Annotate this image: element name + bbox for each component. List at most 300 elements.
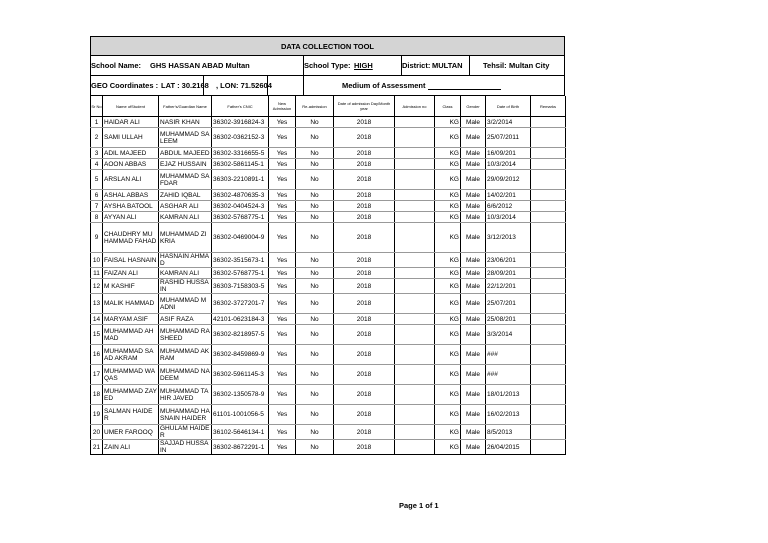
cell-father-cnic: 36302-0404524-3 (212, 201, 269, 212)
cell-date-of-birth: 6/6/2012 (486, 201, 531, 212)
table-row (91, 314, 566, 325)
cell-father-name: SAJJAD HUSSAIN (159, 440, 212, 455)
cell-gender: Male (461, 212, 486, 223)
cell-admission-date: 2018 (334, 279, 395, 294)
cell-re-admission: No (296, 212, 334, 223)
cell-re-admission: No (296, 223, 334, 253)
cell-admission-date: 2018 (334, 314, 395, 325)
cell-remarks (531, 253, 566, 268)
cell-new-admission: Yes (269, 253, 296, 268)
cell-date-of-birth: 18/01/2013 (486, 385, 531, 405)
cell-sr-no: 19 (91, 405, 103, 425)
school-type-value: HIGH (354, 61, 373, 70)
cell-admission-no (395, 325, 435, 345)
cell-class: KG (435, 201, 461, 212)
cell-re-admission: No (296, 117, 334, 128)
table-row (91, 159, 566, 170)
cell-re-admission: No (296, 325, 334, 345)
column-header-father-name: Father's/Guardian Name (159, 96, 212, 117)
cell-class: KG (435, 223, 461, 253)
table-row (91, 170, 566, 190)
table-row (91, 385, 566, 405)
cell-student-name: FAIZAN ALI (103, 268, 159, 279)
cell-sr-no: 14 (91, 314, 103, 325)
cell-class: KG (435, 148, 461, 159)
cell-gender: Male (461, 148, 486, 159)
cell-re-admission: No (296, 425, 334, 440)
divider (303, 76, 304, 95)
student-table (90, 96, 566, 455)
data-collection-sheet (90, 36, 565, 455)
cell-date-of-birth: 3/2/2014 (486, 117, 531, 128)
cell-date-of-birth: 3/12/2013 (486, 223, 531, 253)
cell-remarks (531, 325, 566, 345)
cell-gender: Male (461, 159, 486, 170)
cell-father-cnic: 36302-1350578-9 (212, 385, 269, 405)
cell-admission-date: 2018 (334, 325, 395, 345)
cell-father-cnic: 36302-3515673-1 (212, 253, 269, 268)
school-info-row (90, 56, 565, 76)
cell-remarks (531, 279, 566, 294)
cell-class: KG (435, 314, 461, 325)
table-row (91, 201, 566, 212)
cell-sr-no: 8 (91, 212, 103, 223)
cell-re-admission: No (296, 128, 334, 148)
column-header-remarks: Remarks (531, 96, 566, 117)
cell-class: KG (435, 170, 461, 190)
cell-remarks (531, 405, 566, 425)
cell-father-name: MUHAMMAD SALEEM (159, 128, 212, 148)
cell-father-cnic: 36302-0469004-9 (212, 223, 269, 253)
cell-father-cnic: 36302-5768775-1 (212, 212, 269, 223)
cell-admission-no (395, 294, 435, 314)
cell-student-name: MUHAMMAD AHMAD (103, 325, 159, 345)
cell-father-name: MUHAMMAD AKRAM (159, 345, 212, 365)
cell-class: KG (435, 268, 461, 279)
cell-sr-no: 18 (91, 385, 103, 405)
cell-remarks (531, 268, 566, 279)
cell-class: KG (435, 425, 461, 440)
cell-gender: Male (461, 279, 486, 294)
cell-new-admission: Yes (269, 170, 296, 190)
cell-new-admission: Yes (269, 365, 296, 385)
longitude-value: , LON: 71.52604 (216, 81, 272, 90)
cell-father-name: KAMRAN ALI (159, 212, 212, 223)
cell-father-cnic: 36302-8459869-9 (212, 345, 269, 365)
cell-date-of-birth: 8/5/2013 (486, 425, 531, 440)
table-row (91, 128, 566, 148)
cell-re-admission: No (296, 405, 334, 425)
medium-of-assessment: Medium of Assessment (342, 81, 426, 90)
cell-student-name: AYSHA BATOOL (103, 201, 159, 212)
cell-student-name: FAISAL HASNAIN (103, 253, 159, 268)
cell-remarks (531, 425, 566, 440)
cell-date-of-birth: ### (486, 365, 531, 385)
cell-remarks (531, 170, 566, 190)
cell-remarks (531, 440, 566, 455)
cell-sr-no: 3 (91, 148, 103, 159)
cell-admission-date: 2018 (334, 190, 395, 201)
column-header-student-name: Name ofStudent (103, 96, 159, 117)
cell-student-name: ZAIN ALI (103, 440, 159, 455)
cell-student-name: SAMI ULLAH (103, 128, 159, 148)
school-name-label: School Name: (91, 61, 142, 70)
cell-re-admission: No (296, 159, 334, 170)
divider (469, 56, 470, 75)
cell-admission-date: 2018 (334, 117, 395, 128)
cell-re-admission: No (296, 201, 334, 212)
cell-class: KG (435, 128, 461, 148)
cell-student-name: M KASHIF (103, 279, 159, 294)
cell-admission-no (395, 440, 435, 455)
cell-father-name: GHULAM HAIDER (159, 425, 212, 440)
school-name-value: GHS HASSAN ABAD Multan (150, 61, 250, 70)
cell-new-admission: Yes (269, 190, 296, 201)
cell-admission-date: 2018 (334, 253, 395, 268)
cell-new-admission: Yes (269, 294, 296, 314)
column-header-class: Class (435, 96, 461, 117)
cell-gender: Male (461, 190, 486, 201)
cell-father-cnic: 36302-5768775-1 (212, 268, 269, 279)
cell-father-cnic: 36302-8672291-1 (212, 440, 269, 455)
cell-father-name: MUHAMMAD SAFDAR (159, 170, 212, 190)
cell-class: KG (435, 117, 461, 128)
cell-date-of-birth: 26/04/2015 (486, 440, 531, 455)
cell-student-name: ARSLAN ALI (103, 170, 159, 190)
divider (267, 76, 268, 95)
column-header-father-cnic: Father's CNIC (212, 96, 269, 117)
cell-class: KG (435, 440, 461, 455)
cell-class: KG (435, 365, 461, 385)
cell-father-cnic: 36302-3727201-7 (212, 294, 269, 314)
table-body (91, 117, 566, 455)
cell-class: KG (435, 279, 461, 294)
cell-re-admission: No (296, 314, 334, 325)
cell-student-name: UMER FAROOQ (103, 425, 159, 440)
cell-sr-no: 10 (91, 253, 103, 268)
cell-student-name: MUHAMMAD SAAD AKRAM (103, 345, 159, 365)
cell-father-name: RASHID HUSSAIN (159, 279, 212, 294)
cell-class: KG (435, 294, 461, 314)
cell-father-cnic: 36302-5961145-3 (212, 365, 269, 385)
cell-sr-no: 4 (91, 159, 103, 170)
cell-sr-no: 17 (91, 365, 103, 385)
cell-sr-no: 6 (91, 190, 103, 201)
cell-student-name: ADIL MAJEED (103, 148, 159, 159)
geo-info-row (90, 76, 565, 96)
cell-admission-no (395, 279, 435, 294)
cell-remarks (531, 294, 566, 314)
cell-admission-no (395, 268, 435, 279)
cell-re-admission: No (296, 190, 334, 201)
cell-class: KG (435, 325, 461, 345)
cell-gender: Male (461, 223, 486, 253)
cell-re-admission: No (296, 268, 334, 279)
cell-gender: Male (461, 425, 486, 440)
cell-sr-no: 16 (91, 345, 103, 365)
cell-sr-no: 21 (91, 440, 103, 455)
cell-sr-no: 12 (91, 279, 103, 294)
cell-class: KG (435, 345, 461, 365)
cell-sr-no: 15 (91, 325, 103, 345)
cell-father-cnic: 36302-5861145-1 (212, 159, 269, 170)
cell-father-name: HASNAIN AHMAD (159, 253, 212, 268)
cell-father-name: KAMRAN ALI (159, 268, 212, 279)
cell-father-name: MUHAMMAD ZIKRIA (159, 223, 212, 253)
divider (203, 76, 204, 95)
cell-admission-no (395, 385, 435, 405)
table-row (91, 253, 566, 268)
column-header-admission-no: Admission no (395, 96, 435, 117)
cell-remarks (531, 365, 566, 385)
cell-father-cnic: 36303-7158303-5 (212, 279, 269, 294)
cell-date-of-birth: 25/08/201 (486, 314, 531, 325)
school-type-label: School Type: (304, 61, 351, 70)
cell-date-of-birth: 14/02/201 (486, 190, 531, 201)
cell-class: KG (435, 190, 461, 201)
table-row (91, 365, 566, 385)
cell-remarks (531, 117, 566, 128)
cell-new-admission: Yes (269, 425, 296, 440)
cell-admission-date: 2018 (334, 268, 395, 279)
cell-gender: Male (461, 325, 486, 345)
cell-sr-no: 7 (91, 201, 103, 212)
cell-class: KG (435, 253, 461, 268)
cell-father-name: ASIF RAZA (159, 314, 212, 325)
cell-father-name: MUHAMMAD MADNI (159, 294, 212, 314)
table-row (91, 223, 566, 253)
geo-label: GEO Coordinates : (91, 81, 159, 90)
cell-new-admission: Yes (269, 405, 296, 425)
cell-remarks (531, 314, 566, 325)
tehsil-value: Multan City (509, 61, 550, 70)
cell-student-name: AYYAN ALI (103, 212, 159, 223)
cell-re-admission: No (296, 253, 334, 268)
table-row (91, 440, 566, 455)
cell-new-admission: Yes (269, 223, 296, 253)
cell-admission-no (395, 148, 435, 159)
cell-new-admission: Yes (269, 268, 296, 279)
cell-admission-date: 2018 (334, 345, 395, 365)
cell-remarks (531, 190, 566, 201)
cell-admission-date: 2018 (334, 425, 395, 440)
cell-re-admission: No (296, 440, 334, 455)
column-header-date-of-birth: Date of Birth (486, 96, 531, 117)
cell-admission-no (395, 212, 435, 223)
cell-re-admission: No (296, 170, 334, 190)
cell-admission-no (395, 425, 435, 440)
cell-admission-date: 2018 (334, 170, 395, 190)
cell-father-cnic: 42101-0623184-3 (212, 314, 269, 325)
table-row (91, 425, 566, 440)
cell-father-name: ZAHID IQBAL (159, 190, 212, 201)
cell-father-cnic: 36302-4870635-3 (212, 190, 269, 201)
tehsil-label: Tehsil: (483, 61, 507, 70)
table-row (91, 190, 566, 201)
table-header-row (91, 96, 566, 117)
cell-remarks (531, 223, 566, 253)
cell-student-name: MALIK HAMMAD (103, 294, 159, 314)
cell-sr-no: 2 (91, 128, 103, 148)
cell-admission-date: 2018 (334, 148, 395, 159)
table-row (91, 148, 566, 159)
column-header-sr-no: Sr No (91, 96, 103, 117)
cell-gender: Male (461, 385, 486, 405)
cell-student-name: AOON ABBAS (103, 159, 159, 170)
table-row (91, 268, 566, 279)
cell-date-of-birth: 29/09/2012 (486, 170, 531, 190)
cell-new-admission: Yes (269, 117, 296, 128)
table-row (91, 405, 566, 425)
cell-admission-date: 2018 (334, 223, 395, 253)
cell-re-admission: No (296, 148, 334, 159)
cell-student-name: ASHAL ABBAS (103, 190, 159, 201)
cell-admission-no (395, 253, 435, 268)
district-label: District: (402, 61, 431, 70)
cell-admission-no (395, 201, 435, 212)
cell-admission-date: 2018 (334, 405, 395, 425)
cell-remarks (531, 128, 566, 148)
cell-sr-no: 11 (91, 268, 103, 279)
table-row (91, 117, 566, 128)
cell-student-name: CHAUDHRY MUHAMMAD FAHAD (103, 223, 159, 253)
cell-remarks (531, 385, 566, 405)
cell-admission-date: 2018 (334, 201, 395, 212)
cell-father-name: MUHAMMAD RASHEED (159, 325, 212, 345)
cell-date-of-birth: 23/06/201 (486, 253, 531, 268)
sheet-title: DATA COLLECTION TOOL (90, 36, 565, 56)
cell-admission-no (395, 365, 435, 385)
cell-student-name: SALMAN HAIDER (103, 405, 159, 425)
district-value: MULTAN (432, 61, 463, 70)
cell-class: KG (435, 385, 461, 405)
table-row (91, 345, 566, 365)
cell-class: KG (435, 405, 461, 425)
cell-new-admission: Yes (269, 201, 296, 212)
cell-father-name: ABDUL MAJEED (160, 149, 210, 157)
cell-date-of-birth: 10/3/2014 (486, 159, 531, 170)
cell-father-cnic: 36302-3316655-5 (212, 148, 269, 159)
cell-date-of-birth: 16/09/201 (486, 148, 531, 159)
cell-admission-no (395, 190, 435, 201)
cell-date-of-birth: 22/12/201 (486, 279, 531, 294)
cell-re-admission: No (296, 279, 334, 294)
cell-student-name: MUHAMMAD ZAYED (103, 385, 159, 405)
cell-father-cnic: 36302-0362152-3 (212, 128, 269, 148)
cell-gender: Male (461, 268, 486, 279)
cell-father-name: NASIR KHAN (159, 117, 212, 128)
cell-gender: Male (461, 314, 486, 325)
cell-new-admission: Yes (269, 212, 296, 223)
cell-remarks (531, 201, 566, 212)
cell-re-admission: No (296, 385, 334, 405)
cell-admission-no (395, 170, 435, 190)
cell-gender: Male (461, 170, 486, 190)
cell-gender: Male (461, 440, 486, 455)
cell-admission-date: 2018 (334, 385, 395, 405)
cell-new-admission: Yes (269, 159, 296, 170)
column-header-admission-date: Date of admission Day/Month year (334, 96, 395, 117)
cell-sr-no: 20 (91, 425, 103, 440)
cell-admission-no (395, 405, 435, 425)
cell-gender: Male (461, 294, 486, 314)
table-row (91, 212, 566, 223)
cell-sr-no: 1 (91, 117, 103, 128)
cell-new-admission: Yes (269, 314, 296, 325)
cell-new-admission: Yes (269, 128, 296, 148)
cell-admission-no (395, 314, 435, 325)
cell-date-of-birth: 16/02/2013 (486, 405, 531, 425)
cell-date-of-birth: ### (486, 345, 531, 365)
cell-sr-no: 13 (91, 294, 103, 314)
cell-sr-no: 9 (91, 223, 103, 253)
cell-date-of-birth: 25/07/201 (486, 294, 531, 314)
cell-class: KG (435, 212, 461, 223)
cell-gender: Male (461, 405, 486, 425)
cell-date-of-birth: 10/3/2014 (486, 212, 531, 223)
column-header-new-admission: New Admission (269, 96, 296, 117)
cell-gender: Male (461, 128, 486, 148)
table-row (91, 325, 566, 345)
cell-admission-no (395, 345, 435, 365)
cell-father-name: MUHAMMAD TAHIR JAVED (159, 385, 212, 405)
cell-gender: Male (461, 201, 486, 212)
cell-admission-no (395, 128, 435, 148)
cell-sr-no: 5 (91, 170, 103, 190)
cell-gender: Male (461, 345, 486, 365)
cell-father-name: MUHAMMAD HASNAIN HAIDER (159, 405, 212, 425)
cell-admission-date: 2018 (334, 365, 395, 385)
cell-remarks (531, 345, 566, 365)
cell-admission-date: 2018 (334, 440, 395, 455)
column-header-gender: Gender (461, 96, 486, 117)
cell-admission-no (395, 223, 435, 253)
cell-admission-date: 2018 (334, 294, 395, 314)
cell-gender: Male (461, 365, 486, 385)
cell-admission-no (395, 159, 435, 170)
cell-father-cnic: 36303-2210891-1 (212, 170, 269, 190)
cell-remarks (531, 159, 566, 170)
column-header-re-admission: Re-admission (296, 96, 334, 117)
cell-father-cnic: 36102-5646134-1 (212, 425, 269, 440)
cell-admission-date: 2018 (334, 212, 395, 223)
cell-new-admission: Yes (269, 325, 296, 345)
cell-new-admission: Yes (269, 440, 296, 455)
cell-date-of-birth: 25/07/2011 (486, 128, 531, 148)
cell-student-name: HAIDAR ALI (103, 117, 159, 128)
table-row (91, 279, 566, 294)
cell-new-admission: Yes (269, 345, 296, 365)
assessment-blank-line (428, 89, 501, 90)
cell-re-admission: No (296, 294, 334, 314)
cell-re-admission: No (296, 365, 334, 385)
cell-father-cnic: 36302-8218957-5 (212, 325, 269, 345)
cell-admission-date: 2018 (334, 159, 395, 170)
latitude-value: LAT : 30.2168 (161, 81, 209, 90)
cell-date-of-birth: 28/09/201 (486, 268, 531, 279)
cell-student-name: MARYAM ASIF (103, 314, 159, 325)
cell-student-name: MUHAMMAD WAQAS (103, 365, 159, 385)
cell-date-of-birth: 3/3/2014 (486, 325, 531, 345)
cell-gender: Male (461, 253, 486, 268)
cell-re-admission: No (296, 345, 334, 365)
page-number: Page 1 of 1 (399, 501, 439, 510)
table-row (91, 294, 566, 314)
cell-father-name: MUHAMMAD NADEEM (159, 365, 212, 385)
cell-father-cnic: 61101-1001056-5 (212, 405, 269, 425)
cell-new-admission: Yes (269, 279, 296, 294)
cell-remarks (531, 212, 566, 223)
